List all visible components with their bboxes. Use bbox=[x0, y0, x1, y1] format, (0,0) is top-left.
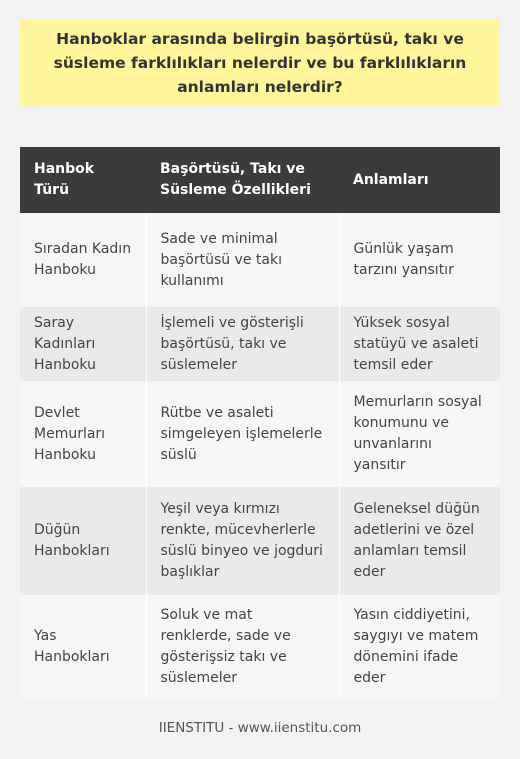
table-cell: Devlet Memurları Hanboku bbox=[20, 381, 146, 487]
table-row bbox=[20, 381, 500, 487]
table-cell: Sıradan Kadın Hanboku bbox=[20, 213, 146, 307]
table-cell: Saray Kadınları Hanboku bbox=[20, 307, 146, 381]
table-cell: Memurların sosyal konumunu ve unvanlarını yansıtır bbox=[339, 381, 500, 487]
table-row bbox=[20, 307, 500, 381]
column-header-meanings: Anlamları bbox=[339, 147, 500, 213]
hanbok-table bbox=[20, 147, 500, 699]
table-header-row bbox=[20, 147, 500, 213]
title-banner bbox=[20, 20, 500, 106]
table-cell: İşlemeli ve gösterişli başörtüsü, takı ve süslemeler bbox=[146, 307, 339, 381]
table-cell: Yeşil veya kırmızı renkte, mücevherlerle süslü binyeo ve jogduri başlıklar bbox=[146, 487, 339, 595]
footer-credit: IIENSTITU - www.iienstitu.com bbox=[158, 720, 362, 736]
page-title: Hanboklar arasında belirgin başörtüsü, takı ve süsleme farklılıkları nelerdir ve bu farklılıkların anlamları nelerdir? bbox=[53, 30, 467, 96]
table-cell: Düğün Hanbokları bbox=[20, 487, 146, 595]
table-cell: Geleneksel düğün adetlerini ve özel anlamları temsil eder bbox=[339, 487, 500, 595]
column-header-hanbok-type: Hanbok Türü bbox=[20, 147, 146, 213]
table-cell: Soluk ve mat renklerde, sade ve gösterişsiz takı ve süslemeler bbox=[146, 595, 339, 699]
table-cell: Yasın ciddiyetini, saygıyı ve matem dönemini ifade eder bbox=[339, 595, 500, 699]
table-cell: Rütbe ve asaleti simgeleyen işlemelerle süslü bbox=[146, 381, 339, 487]
table-row bbox=[20, 487, 500, 595]
table-row bbox=[20, 213, 500, 307]
table-cell: Yüksek sosyal statüyü ve asaleti temsil eder bbox=[339, 307, 500, 381]
column-header-features: Başörtüsü, Takı ve Süsleme Özellikleri bbox=[146, 147, 339, 213]
table-cell: Günlük yaşam tarzını yansıtır bbox=[339, 213, 500, 307]
table-cell: Sade ve minimal başörtüsü ve takı kullanımı bbox=[146, 213, 339, 307]
table-row bbox=[20, 595, 500, 699]
table-cell: Yas Hanbokları bbox=[20, 595, 146, 699]
